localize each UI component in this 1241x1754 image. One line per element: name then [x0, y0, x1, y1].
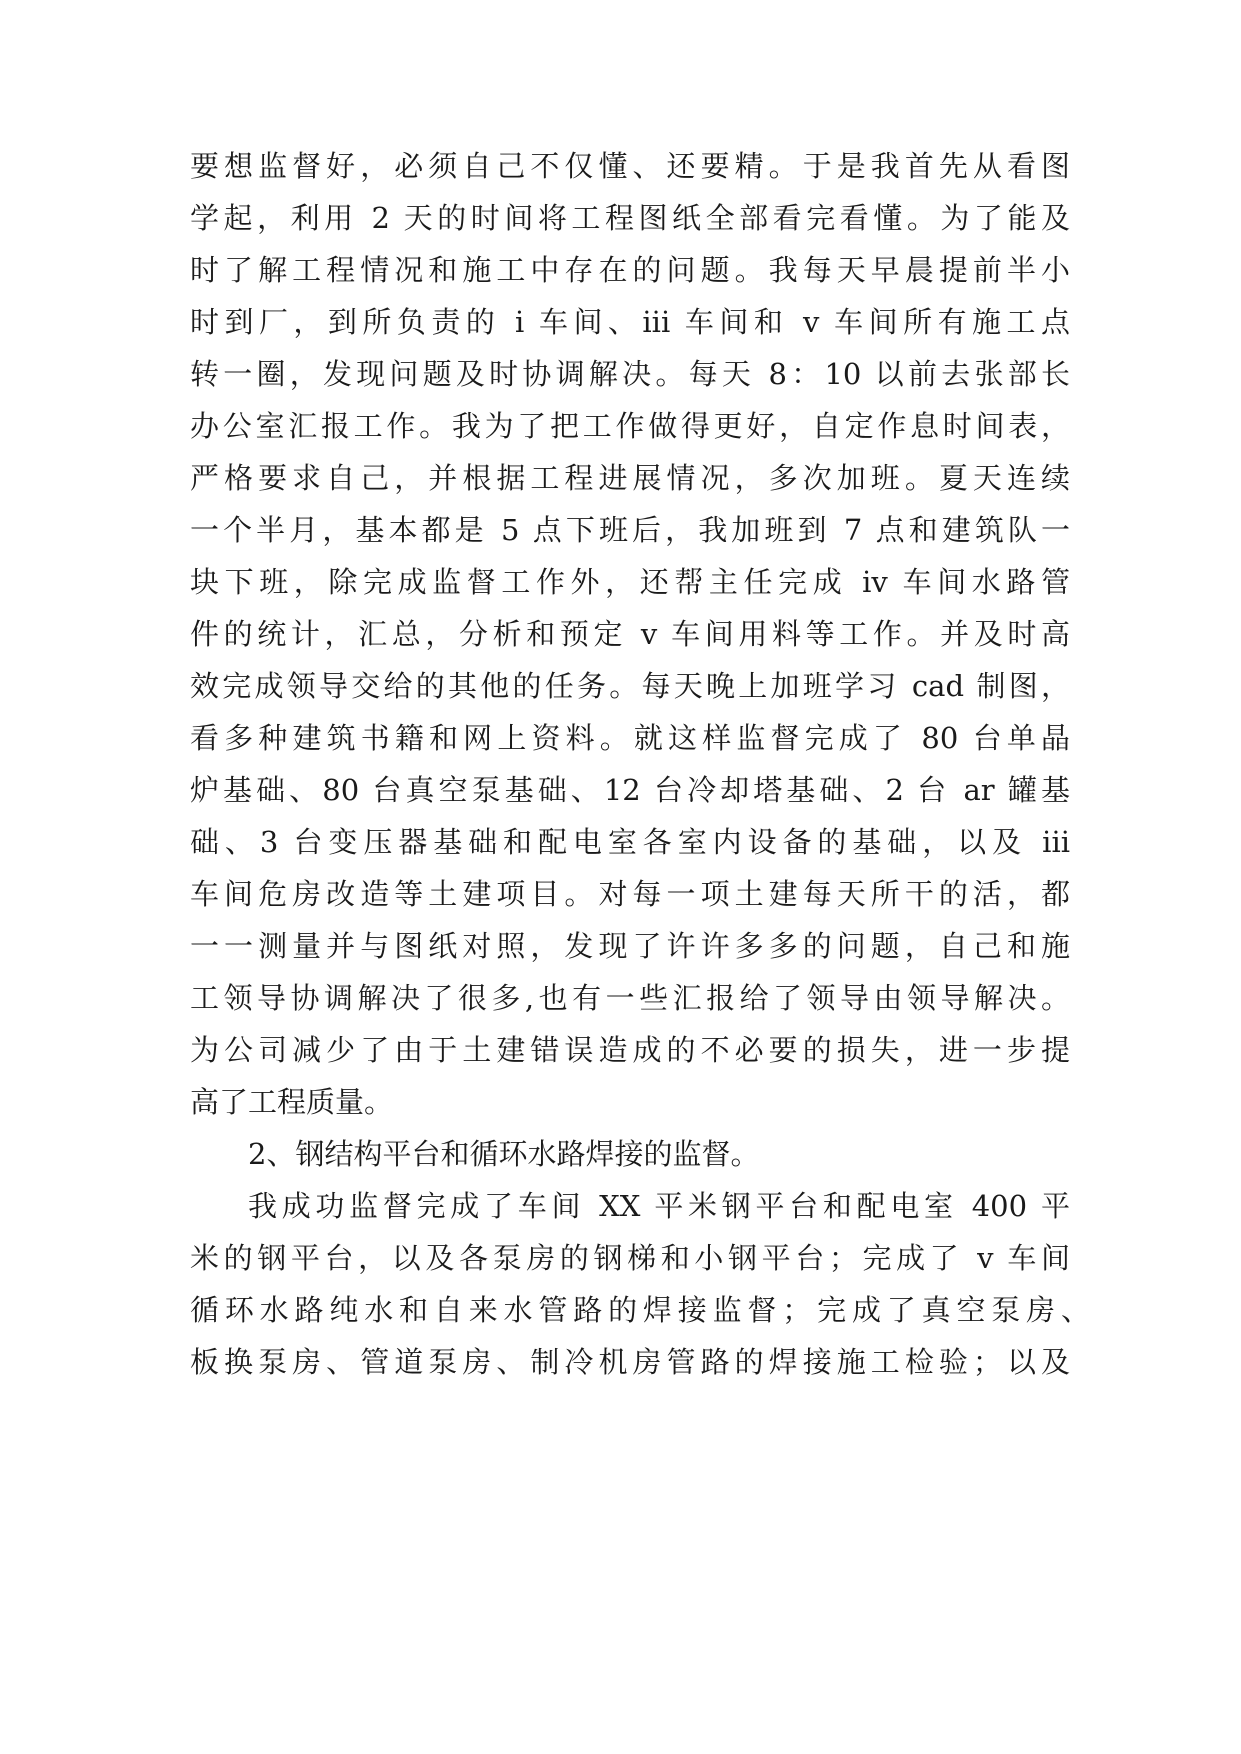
text-line: 工领导协调解决了很多,也有一些汇报给了领导由领导解决。 [190, 981, 1070, 1015]
section-heading: 2、钢结构平台和循环水路焊接的监督。 [248, 1137, 760, 1171]
text-line: 时到厂，到所负责的 i 车间、iii 车间和 v 车间所有施工点 [190, 305, 1070, 339]
text-line: 板换泵房、管道泵房、制冷机房管路的焊接施工检验；以及 [190, 1345, 1070, 1379]
text-line: 米的钢平台，以及各泵房的钢梯和小钢平台；完成了 v 车间 [190, 1241, 1070, 1275]
text-line: 为公司减少了由于土建错误造成的不必要的损失，进一步提 [190, 1033, 1070, 1067]
text-line: 办公室汇报工作。我为了把工作做得更好，自定作息时间表， [190, 409, 1070, 443]
text-line: 一一测量并与图纸对照，发现了许许多多的问题，自己和施 [190, 929, 1070, 963]
text-line: 础、3 台变压器基础和配电室各室内设备的基础，以及 iii [190, 825, 1070, 859]
text-line: 高了工程质量。 [190, 1085, 394, 1119]
text-line: 炉基础、80 台真空泵基础、12 台冷却塔基础、2 台 ar 罐基 [190, 773, 1070, 807]
text-line: 时了解工程情况和施工中存在的问题。我每天早晨提前半小 [190, 253, 1070, 287]
text-line: 转一圈，发现问题及时协调解决。每天 8：10 以前去张部长 [190, 357, 1070, 391]
text-line: 一个半月，基本都是 5 点下班后，我加班到 7 点和建筑队一 [190, 513, 1070, 547]
text-line: 学起，利用 2 天的时间将工程图纸全部看完看懂。为了能及 [190, 201, 1070, 235]
text-line: 效完成领导交给的其他的任务。每天晚上加班学习 cad 制图， [190, 669, 1070, 703]
text-line: 我成功监督完成了车间 XX 平米钢平台和配电室 400 平 [248, 1189, 1070, 1223]
text-line: 块下班，除完成监督工作外，还帮主任完成 iv 车间水路管 [190, 565, 1070, 599]
text-line: 严格要求自己，并根据工程进展情况，多次加班。夏天连续 [190, 461, 1070, 495]
text-line: 循环水路纯水和自来水管路的焊接监督；完成了真空泵房、 [190, 1293, 1090, 1327]
text-line: 车间危房改造等土建项目。对每一项土建每天所干的活，都 [190, 877, 1070, 911]
text-line: 看多种建筑书籍和网上资料。就这样监督完成了 80 台单晶 [190, 721, 1070, 755]
text-line: 要想监督好，必须自己不仅懂、还要精。于是我首先从看图 [190, 149, 1070, 183]
text-line: 件的统计，汇总，分析和预定 v 车间用料等工作。并及时高 [190, 617, 1070, 651]
